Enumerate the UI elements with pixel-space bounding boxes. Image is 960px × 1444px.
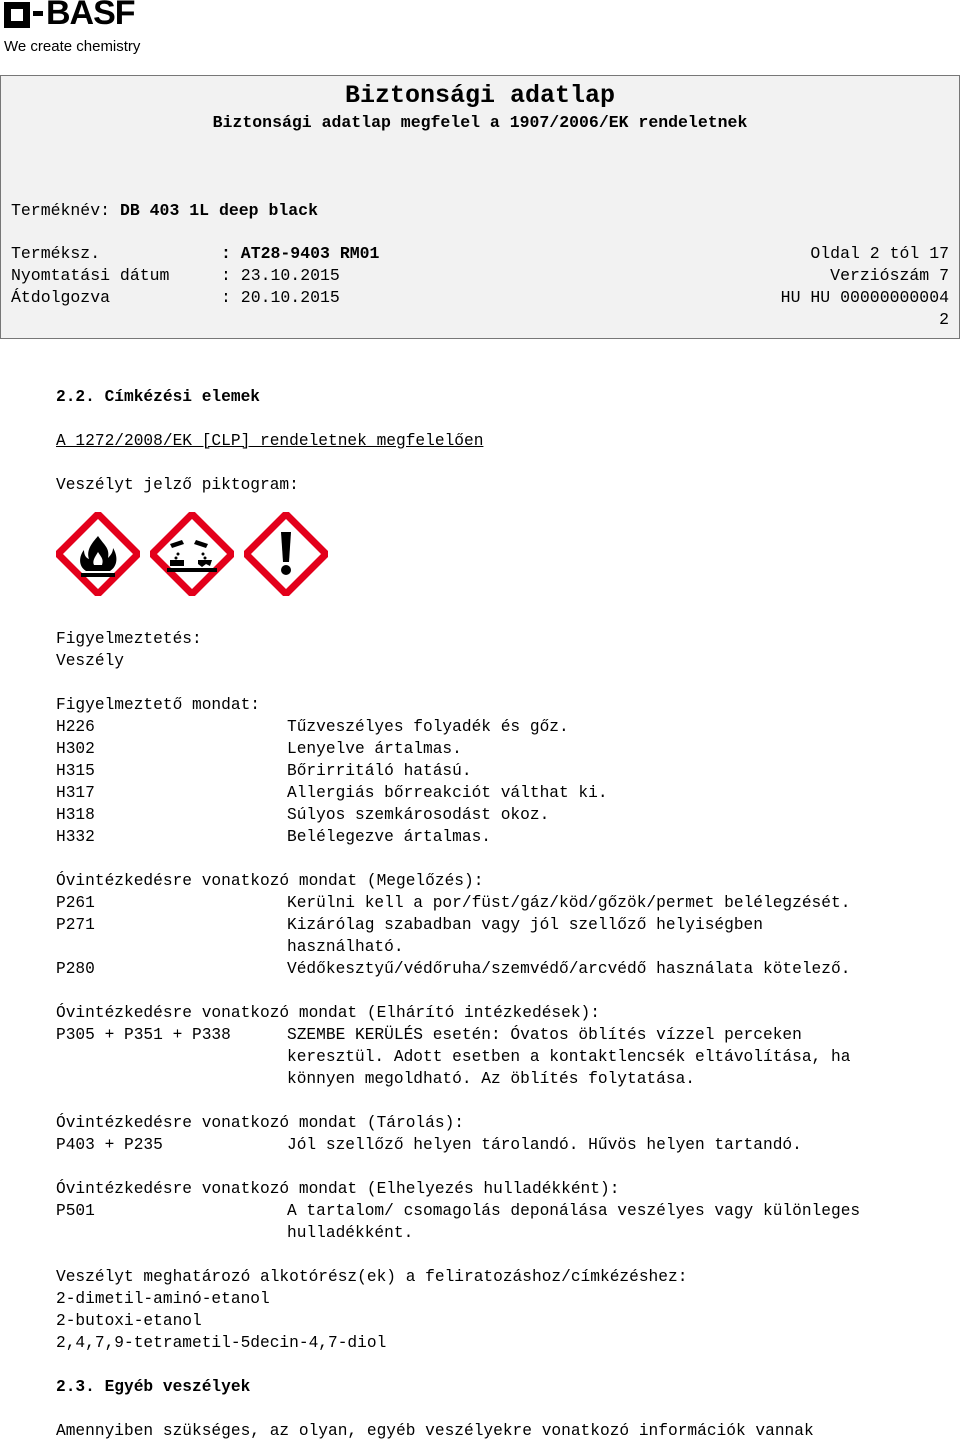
component-item: 2-butoxi-etanol <box>56 1312 202 1330</box>
product-label: Terméknév: <box>11 201 111 220</box>
item-no-value: : AT28-9403 RM01 <box>221 244 380 263</box>
disposal-label: Óvintézkedésre vonatkozó mondat (Elhelyezés hulladékként): <box>56 1180 620 1198</box>
precaution-text: A tartalom/ csomagolás deponálása veszélyes vagy különleges <box>287 1202 861 1220</box>
basf-logo <box>4 0 174 58</box>
component-item: 2,4,7,9-tetrametil-5decin-4,7-diol <box>56 1334 387 1352</box>
exclamation-pictogram-icon <box>244 512 328 596</box>
precaution-code: P280 <box>56 960 95 978</box>
flame-pictogram-icon <box>56 512 140 596</box>
hazard-text: Lenyelve ártalmas. <box>287 740 462 758</box>
precaution-text: könnyen megoldható. Az öblítés folytatása. <box>287 1070 695 1088</box>
document-header <box>0 75 960 339</box>
print-date-label: Nyomtatási dátum <box>11 266 170 285</box>
document-subtitle: Biztonsági adatlap megfelel a 1907/2006/EK rendeletnek <box>212 113 748 132</box>
hazard-code: H332 <box>56 828 95 846</box>
precaution-text: SZEMBE KERÜLÉS esetén: Óvatos öblítés vízzel perceken <box>287 1026 802 1044</box>
components-label: Veszélyt meghatározó alkotórész(ek) a feliratozáshoz/címkézéshez: <box>56 1268 688 1286</box>
precaution-text: Jól szellőző helyen tárolandó. Hűvös helyen tartandó. <box>287 1136 802 1154</box>
other-hazards-heading: 2.3. Egyéb veszélyek <box>56 1378 251 1396</box>
precaution-text: Védőkesztyű/védőruha/szemvédő/arcvédő használata kötelező. <box>287 960 851 978</box>
page-info: Oldal 2 tól 17 <box>810 244 949 263</box>
precaution-code: P501 <box>56 1202 95 1220</box>
basf-logo-icon <box>4 2 36 30</box>
pictogram-label: Veszélyt jelző piktogram: <box>56 476 299 494</box>
precaution-text: Kizárólag szabadban vagy jól szellőző helyiségben <box>287 916 763 934</box>
precaution-code: P403 + P235 <box>56 1136 163 1154</box>
hazard-text: Tűzveszélyes folyadék és gőz. <box>287 718 569 736</box>
hazard-text: Allergiás bőrreakciót válthat ki. <box>287 784 608 802</box>
component-item: 2-dimetil-aminó-etanol <box>56 1290 270 1308</box>
section-heading: 2.2. Címkézési elemek <box>56 388 260 406</box>
storage-label: Óvintézkedésre vonatkozó mondat (Tárolás): <box>56 1114 464 1132</box>
hazard-code: H317 <box>56 784 95 802</box>
item-no-label: Terméksz. <box>11 244 101 263</box>
signal-word: Veszély <box>56 652 124 670</box>
product-name: DB 403 1L deep black <box>119 201 318 220</box>
revised-label: Átdolgozva <box>11 288 111 307</box>
hazard-code: H315 <box>56 762 95 780</box>
precaution-code: P305 + P351 + P338 <box>56 1026 231 1044</box>
prevention-label: Óvintézkedésre vonatkozó mondat (Megelőzés): <box>56 872 484 890</box>
document-title: Biztonsági adatlap <box>344 81 616 110</box>
precaution-code: P271 <box>56 916 95 934</box>
hazard-text: Súlyos szemkárosodást okoz. <box>287 806 550 824</box>
version-info: Verziószám 7 <box>830 266 949 285</box>
product-name-row <box>11 201 318 220</box>
regulation-text: A 1272/2008/EK [CLP] rendeletnek megfelelően <box>56 432 484 450</box>
precaution-text: használható. <box>287 938 404 956</box>
print-date-value: : 23.10.2015 <box>221 266 340 285</box>
precaution-text: hulladékként. <box>287 1224 414 1242</box>
response-label: Óvintézkedésre vonatkozó mondat (Elhárító intézkedések): <box>56 1004 600 1022</box>
signal-word-label: Figyelmeztetés: <box>56 630 202 648</box>
hazard-code: H302 <box>56 740 95 758</box>
precaution-code: P261 <box>56 894 95 912</box>
hazard-code: H318 <box>56 806 95 824</box>
hazard-code: H226 <box>56 718 95 736</box>
logo-name: BASF <box>46 0 135 32</box>
corrosion-pictogram-icon <box>150 512 234 596</box>
document-code: HU HU 00000000004 <box>780 288 949 307</box>
precaution-text: keresztül. Adott esetben a kontaktlencsék eltávolítása, ha <box>287 1048 851 1066</box>
document-code-suffix: 2 <box>939 310 949 329</box>
hazard-text: Bőrirritáló hatású. <box>287 762 472 780</box>
logo-tagline: We create chemistry <box>4 38 141 55</box>
hazard-statements-label: Figyelmeztető mondat: <box>56 696 260 714</box>
hazard-text: Belélegezve ártalmas. <box>287 828 491 846</box>
precaution-text: Kerülni kell a por/füst/gáz/köd/gőzök/permet belélegzését. <box>287 894 851 912</box>
revised-value: : 20.10.2015 <box>221 288 340 307</box>
other-hazards-text: Amennyiben szükséges, az olyan, egyéb veszélyekre vonatkozó információk vannak <box>56 1422 814 1440</box>
